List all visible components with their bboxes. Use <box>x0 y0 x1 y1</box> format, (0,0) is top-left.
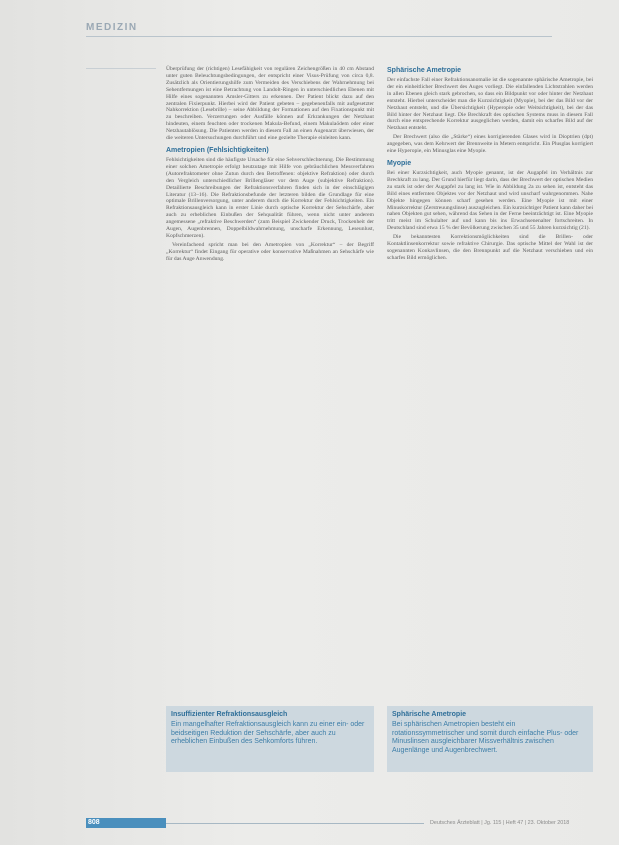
intro-paragraph: Überprüfung der (richtigen) Lesefähigkeit von regulären Zeichengrößen in 40 cm Abstand unter guten Beleuchtungsbedingungen, der entspricht einer Visus-Prüfung von circa 0,8. Zusätzlich als Orientierungshilfe zum Vermeiden des Verschiebens der Wahrnehmung bei Sehentfernungen ist eine Betrachtung von Landolt-Ringen in unterschiedlichen Ebenen mit Hilfe eines sogenannten Amsler-Gitters zu erkennen. Der Patient blickt dazu auf den zentralen Fixierpunkt. Hierbei wird der Patient gebeten – gegebenenfalls mit aufgesetzter Nahkorrektion (Lesebrille) – seine Abbildung der Formationen auf den Fixationspunkt mit zu beschreiben. Verzerrungen oder Ausfälle können auf Erkrankungen der Netzhaut hindeuten, einem feuchten oder trockenen Makula-Befund, einem Makulaödem oder einer Netzhautablösung. Die Patienten werden in diesem Fall an einen Augenarzt überwiesen, der die weiteren Untersuchungen durchführt und eine gezielte Therapie einleiten kann. <box>166 66 374 142</box>
footer-rule <box>166 823 424 824</box>
body-paragraph: Vereinfachend spricht man bei den Ametropien von „Korrektur“ – der Begriff „Korrektur“ findet Eingang für operative oder konservative Maßnahmen an Sehschärfe wie für das Auge Anwendung. <box>166 241 374 262</box>
summary-box-heading: Sphärische Ametropie <box>392 711 467 718</box>
summary-box-heading: Insuffizienter Refraktionsausgleich <box>171 711 288 718</box>
footer-citation: Deutsches Ärzteblatt | Jg. 115 | Heft 47 | 23. Oktober 2018 <box>430 820 570 826</box>
department-label: MEDIZIN <box>86 22 138 33</box>
body-paragraph: Der Brechwert (also die „Stärke“) eines korrigierenden Glases wird in Dioptrien (dpt) angegeben, was dem Kehrwert der Brennweite in Metern entspricht. Ein Plusglas korrigiert eine Hyperopie, ein Minusglas eine Myopie. <box>387 134 593 155</box>
section-heading-ametropien: Ametropien (Fehlsichtigkeiten) <box>166 146 269 154</box>
body-paragraph: Fehlsichtigkeiten sind die häufigste Ursache für eine Sehverschlechterung. Die Bestimmung einer solchen Ametropie erfolgt heutzutage mit Hilfe von gebräuchlichen Messverfahren (Autorefraktometer ohne Zutun durch den Betroffenen: objektive Refraktion) oder durch den Vergleich unterschiedlicher Brillengläser vor dem Auge (subjektive Refraktion). Detaillierte Beschreibungen der Refraktionsverfahren finden sich in der einschlägigen Literatur (13–16). Die Refraktionsbefunde der letzteren bilden die Grundlage für eine optimale Brillenversorgung, unter anderem durch die Korrektur der Fehlsichtigkeiten. Ein Refraktionsausgleich kann in erster Linie durch optische Korrektur der Sehschärfe, aber auch zu erheblichen Einbußen der Sehqualität führen, wenn nicht unter anderem angemessene „refraktive Beschwerden“ (zum Beispiel Zwickender Druck, Trockenheit der Augen, Augenbrennen, Doppelbildwahrnehmung, unscharfe Erkennung, Leseunlust, Kopfschmerzen). <box>166 156 374 239</box>
header-rule <box>86 36 552 37</box>
section-heading-spharische: Sphärische Ametropie <box>387 67 462 74</box>
text-column-left <box>166 66 374 265</box>
page-number: 808 <box>88 819 100 826</box>
text-column-right <box>387 66 593 264</box>
body-paragraph: Bei einer Kurzsichtigkeit, auch Myopie genannt, ist der Augapfel im Verhältnis zur Brechkraft zu lang. Der Grund hierfür liegt darin, dass der Brechwert der optischen Medien zu stark ist oder der Augapfel zu lang ist. Wie in Abbildung 2a zu sehen ist, entsteht das Bild eines entfernten Objektes vor der Netzhaut und wird unscharf wahrgenommen. Nahe Objekte hingegen können scharf gesehen werden. Eine Myopie ist mit einer Minuskorrektur (Zerstreuungslinse) auszugleichen. Ein kurzsichtiger Patient kann daher bei nahen Objekten gut sehen, während das Sehen in der Ferne beeinträchtigt ist. Eine Myopie tritt meist im Schulalter auf und kann bis ins Erwachsenenalter fortschreiten. In Deutschland sind etwa 15 % der Bevölkerung zwischen 35 und 55 Jahren kurzsichtig (21). <box>387 169 593 232</box>
summary-box-text: Ein mangelhafter Refraktionsausgleich kann zu einer ein- oder beidseitigen Reduktion der Sehschärfe, aber auch zu erheblichen Einbußen des Sehkomforts führen. <box>171 721 365 746</box>
body-paragraph: Der einfachste Fall einer Refraktionsanomalie ist die sogenannte sphärische Ametropie, bei der ein einheitlicher Brechwert des Auges vorliegt. Die einfallenden Lichtstrahlen werden in allen Ebenen gleich stark gebrochen, so dass ein Bildpunkt vor oder hinter der Netzhaut entsteht. Hierbei unterscheidet man die Kurzsichtigkeit (Myopie), bei der das Bild vor der Netzhaut entsteht, und die Übersichtigkeit (Hyperopie oder Weitsichtigkeit), bei der das Bild hinter der Netzhaut liegt. Die Brechkraft des optischen Systems muss in diesem Fall durch eine entsprechende Korrektur ausgeglichen werden, damit ein scharfes Bild auf der Netzhaut entsteht. <box>387 77 593 132</box>
summary-box-right <box>387 706 593 772</box>
summary-box-left <box>166 706 374 772</box>
body-paragraph: Die bekanntesten Korrektionsmöglichkeiten sind die Brillen- oder Kontaktlinsenkorrektur sowie refraktive Chirurgie. Das optische Mittel der Wahl ist der sogenannten Konkavlinsen, die den Brennpunkt auf die Netzhaut verschieben und ein scharfes Bild ermöglichen. <box>387 234 593 261</box>
section-heading-myopie: Myopie <box>387 159 412 167</box>
summary-box-text: Bei sphärischen Ametropien besteht ein rotationssymmetrischer und somit durch einfache Plus- oder Minuslinsen ausgleichbarer Missverhältnis zwischen Augenlänge und Augenbrechwert. <box>392 721 579 754</box>
margin-rule <box>86 68 156 69</box>
